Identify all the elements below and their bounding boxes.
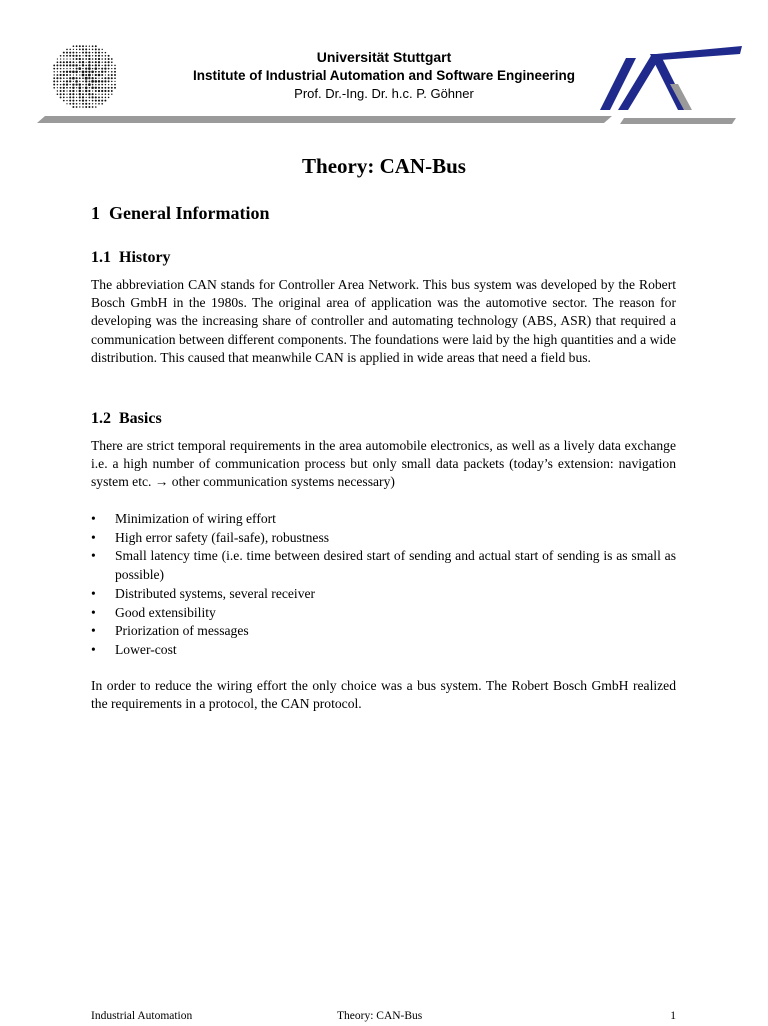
list-item-text: Priorization of messages xyxy=(115,623,249,639)
page-header xyxy=(0,0,768,130)
history-paragraph: The abbreviation CAN stands for Controller Area Network. This bus system was developed by the Robert Bosch GmbH in the 1980s. The original area of application was the automotive sector. The reason for developing was the increasing share of controller and automating technology (ABS, ASR) that required a communication between different components. The foundations were laid by the high quantities and a wide distribution. This caused that meanwhile CAN is applied in wide areas that need a field bus. xyxy=(91,277,676,365)
footer-center-text: Theory: CAN-Bus xyxy=(337,1010,423,1022)
section-1-heading xyxy=(91,203,269,224)
footer-left-text: Industrial Automation xyxy=(91,1010,193,1022)
professor-name: Prof. Dr.-Ing. Dr. h.c. P. Göhner xyxy=(294,86,474,101)
list-item-text: Distributed systems, several receiver xyxy=(115,585,316,601)
list-item-text: High error safety (fail-safe), robustness xyxy=(115,529,330,545)
header-text xyxy=(130,48,638,103)
bullet-icon: • xyxy=(91,604,96,620)
university-name: Universität Stuttgart xyxy=(316,49,452,65)
institute-name: Institute of Industrial Automation and Software Engineering xyxy=(192,68,575,83)
basics-intro-paragraph: There are strict temporal requirements in the area automobile electronics, as well as a lively data exchange i.e. a high number of communication process but only small data packets (today’s extension: navigation system etc. → other communication systems necessary) xyxy=(91,438,676,490)
bullet-icon: • xyxy=(91,623,96,639)
section-1-1-heading xyxy=(91,249,171,267)
bullet-icon: • xyxy=(91,511,96,526)
document-title: Theory: CAN-Bus xyxy=(302,154,466,178)
list-item xyxy=(91,547,676,584)
bullet-icon: • xyxy=(91,548,96,564)
section-1-1-number: 1.1 xyxy=(91,249,111,266)
list-item xyxy=(91,622,676,641)
bullet-icon: • xyxy=(91,529,96,545)
page-number: 1 xyxy=(670,1010,676,1022)
list-item-text: Minimization of wiring effort xyxy=(115,511,276,526)
list-item xyxy=(91,510,676,529)
university-logo-icon xyxy=(50,42,120,112)
section-1-number: 1 xyxy=(91,203,100,223)
section-1-2-title: Basics xyxy=(119,410,162,427)
section-1-1-title: History xyxy=(119,249,171,266)
list-item xyxy=(91,641,676,660)
section-1-2-heading xyxy=(91,410,162,428)
list-item xyxy=(91,529,676,548)
bullet-icon: • xyxy=(91,641,96,657)
section-1-title: General Information xyxy=(109,203,270,223)
bullet-icon: • xyxy=(91,585,96,601)
closing-paragraph: In order to reduce the wiring effort the only choice was a bus system. The Robert Bosch GmbH realized the requirements in a protocol, the CAN protocol. xyxy=(91,678,676,712)
requirements-list xyxy=(91,510,676,660)
list-item-text: Small latency time (i.e. time between desired start of sending and actual start of sending is as small as possible) xyxy=(115,548,676,583)
list-item xyxy=(91,604,676,623)
list-item-text: Good extensibility xyxy=(115,604,216,620)
section-1-2-number: 1.2 xyxy=(91,410,111,427)
ias-logo-icon xyxy=(596,44,742,124)
list-item xyxy=(91,585,676,604)
list-item-text: Lower-cost xyxy=(115,641,177,657)
